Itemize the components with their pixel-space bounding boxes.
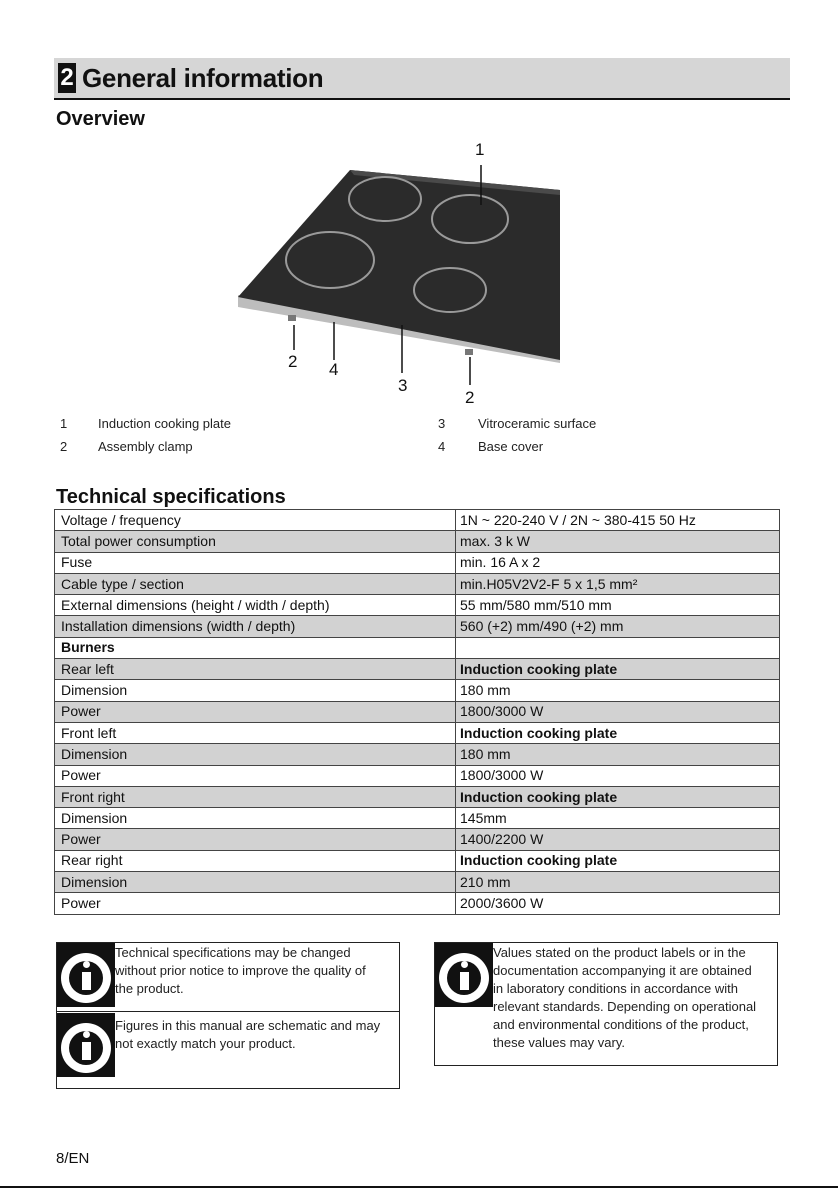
spec-value: min. 16 A x 2 [456, 552, 780, 573]
spec-value: Induction cooking plate [456, 659, 780, 680]
spec-label: Rear right [55, 850, 456, 871]
spec-label: Total power consumption [55, 531, 456, 552]
spec-row [55, 808, 780, 829]
hob-illustration [230, 135, 570, 410]
spec-value: 1800/3000 W [456, 765, 780, 786]
specs-heading: Technical specifications [56, 486, 286, 508]
spec-row [55, 872, 780, 893]
spec-row [55, 552, 780, 573]
section-header [54, 58, 790, 100]
spec-row [55, 786, 780, 807]
spec-value: Induction cooking plate [456, 722, 780, 743]
spec-value: 560 (+2) mm/490 (+2) mm [456, 616, 780, 637]
callout-3: 3 [398, 376, 408, 395]
spec-row [55, 722, 780, 743]
spec-label: Dimension [55, 872, 456, 893]
spec-label: Voltage / frequency [55, 510, 456, 531]
spec-label: Dimension [55, 744, 456, 765]
spec-value: 210 mm [456, 872, 780, 893]
info-icon [435, 943, 493, 1007]
spec-row [55, 893, 780, 914]
spec-row [55, 765, 780, 786]
note-left-bottom: Figures in this manual are schematic and may not exactly match your product. [115, 1018, 381, 1051]
spec-value [456, 637, 780, 658]
legend-label: Base cover [478, 439, 544, 454]
spec-row [55, 531, 780, 552]
spec-row [55, 573, 780, 594]
spec-row [55, 659, 780, 680]
spec-row [55, 616, 780, 637]
callout-2-right: 2 [465, 388, 475, 407]
bottom-rule [0, 1186, 838, 1188]
spec-row [55, 680, 780, 701]
callout-1: 1 [475, 140, 485, 159]
clamp-right [465, 349, 473, 355]
legend-num: 1 [60, 416, 68, 431]
spec-label: Fuse [55, 552, 456, 573]
spec-label: Power [55, 829, 456, 850]
spec-row [55, 510, 780, 531]
callout-4: 4 [329, 360, 339, 379]
spec-value: 55 mm/580 mm/510 mm [456, 595, 780, 616]
spec-value: 1800/3000 W [456, 701, 780, 722]
spec-value: 145mm [456, 808, 780, 829]
legend-num: 2 [60, 439, 68, 454]
spec-value: 1400/2200 W [456, 829, 780, 850]
spec-label: Dimension [55, 680, 456, 701]
spec-row [55, 829, 780, 850]
spec-label: Burners [55, 637, 456, 658]
clamp-left [288, 315, 296, 321]
spec-value: 2000/3600 W [456, 893, 780, 914]
legend-label: Assembly clamp [98, 439, 193, 454]
legend-num: 3 [438, 416, 446, 431]
spec-label: External dimensions (height / width / depth) [55, 595, 456, 616]
spec-value: Induction cooking plate [456, 850, 780, 871]
spec-value: 1N ~ 220-240 V / 2N ~ 380-415 50 Hz [456, 510, 780, 531]
spec-label: Dimension [55, 808, 456, 829]
spec-label: Rear left [55, 659, 456, 680]
spec-label: Front right [55, 786, 456, 807]
spec-row [55, 595, 780, 616]
section-title: General information [82, 63, 324, 93]
spec-table [54, 509, 780, 915]
legend-num: 4 [438, 439, 446, 454]
overview-heading: Overview [56, 108, 145, 130]
note-box-left [56, 942, 400, 1089]
spec-value: max. 3 k W [456, 531, 780, 552]
legend-label: Induction cooking plate [98, 416, 231, 431]
note-right-text: Values stated on the product labels or in the documentation accompanying it are obtained in laboratory conditions in accordance with relevant standards. Depending on operational and environmental conditions of the product, these values may vary. [493, 945, 757, 1050]
callout-2-left: 2 [288, 352, 298, 371]
spec-row [55, 701, 780, 722]
section-number: 2 [58, 63, 76, 93]
spec-value: 180 mm [456, 744, 780, 765]
spec-row [55, 744, 780, 765]
spec-row [55, 850, 780, 871]
spec-value: min.H05V2V2-F 5 x 1,5 mm² [456, 573, 780, 594]
spec-label: Installation dimensions (width / depth) [55, 616, 456, 637]
note-box-right [434, 942, 778, 1066]
info-icon [57, 1013, 115, 1077]
spec-label: Power [55, 893, 456, 914]
legend-label: Vitroceramic surface [478, 416, 597, 431]
spec-label: Front left [55, 722, 456, 743]
info-icon [57, 943, 115, 1007]
spec-label: Power [55, 765, 456, 786]
spec-value: Induction cooking plate [456, 786, 780, 807]
note-left-top: Technical specifications may be changed without prior notice to improve the quality of the product. [115, 945, 366, 996]
spec-value: 180 mm [456, 680, 780, 701]
spec-label: Power [55, 701, 456, 722]
spec-row [55, 637, 780, 658]
page-number: 8/EN [56, 1150, 90, 1167]
spec-label: Cable type / section [55, 573, 456, 594]
